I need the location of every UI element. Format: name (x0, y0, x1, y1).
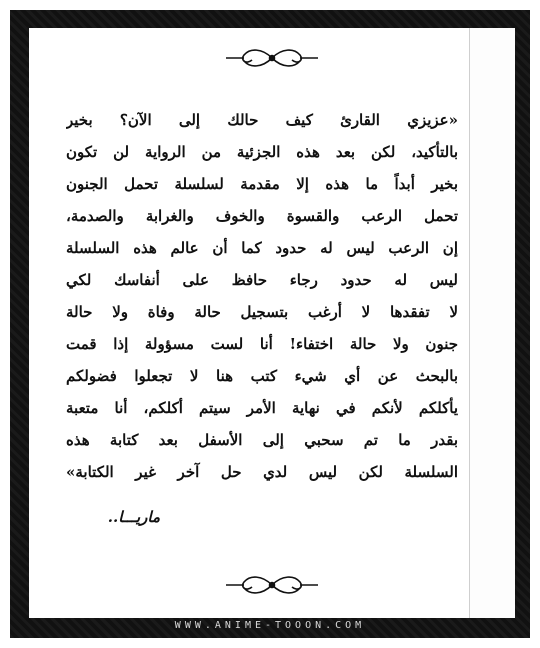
letter-line: بالبحث عن أي شيء كتب هنا لا تجعلوا فضولكم (66, 367, 458, 385)
letter-line: بقدر ما تم سحبي إلى الأسفل بعد كتابة هذه (66, 431, 458, 449)
watermark: WWW.ANIME-TOOON.COM (174, 620, 366, 631)
letter-line: بالتأكيد، لكن بعد هذه الجزئية من الرواية لن تكون (66, 143, 458, 161)
letter-line: السلسلة لكن ليس لدي حل آخر غير الكتابة» (66, 463, 458, 481)
letter-line: يأكلكم لأنكم في نهاية الأمر سيتم أكلكم، أنا متعبة (66, 399, 458, 417)
letter-line: لا تفقدها لا أرغب بتسجيل حالة وفاة ولا حالة (66, 303, 458, 321)
letter-line: «عزيزي القارئ كيف حالك إلى الآن؟ بخير (66, 111, 458, 129)
letter-line: بخير أبداً ما هذه إلا مقدمة لسلسلة تحمل الجنون (66, 175, 458, 193)
letter-body (66, 104, 458, 504)
letter-line: إن الرعب ليس له حدود كما أن عالم هذه السلسلة (66, 239, 458, 257)
letter-line: ليس له حدود رجاء حافظ على أنفاسك لكي (66, 271, 458, 289)
signature: ماريـــا.. (107, 508, 160, 526)
page-edge (469, 28, 515, 618)
scroll-flourish-icon (222, 45, 322, 71)
scroll-flourish-icon (222, 572, 322, 598)
letter-line: جنون ولا حالة اختفاء! أنا لست مسؤولة إذا قمت (66, 335, 458, 353)
letter-line: تحمل الرعب والقسوة والخوف والغرابة والصدمة، (66, 207, 458, 225)
